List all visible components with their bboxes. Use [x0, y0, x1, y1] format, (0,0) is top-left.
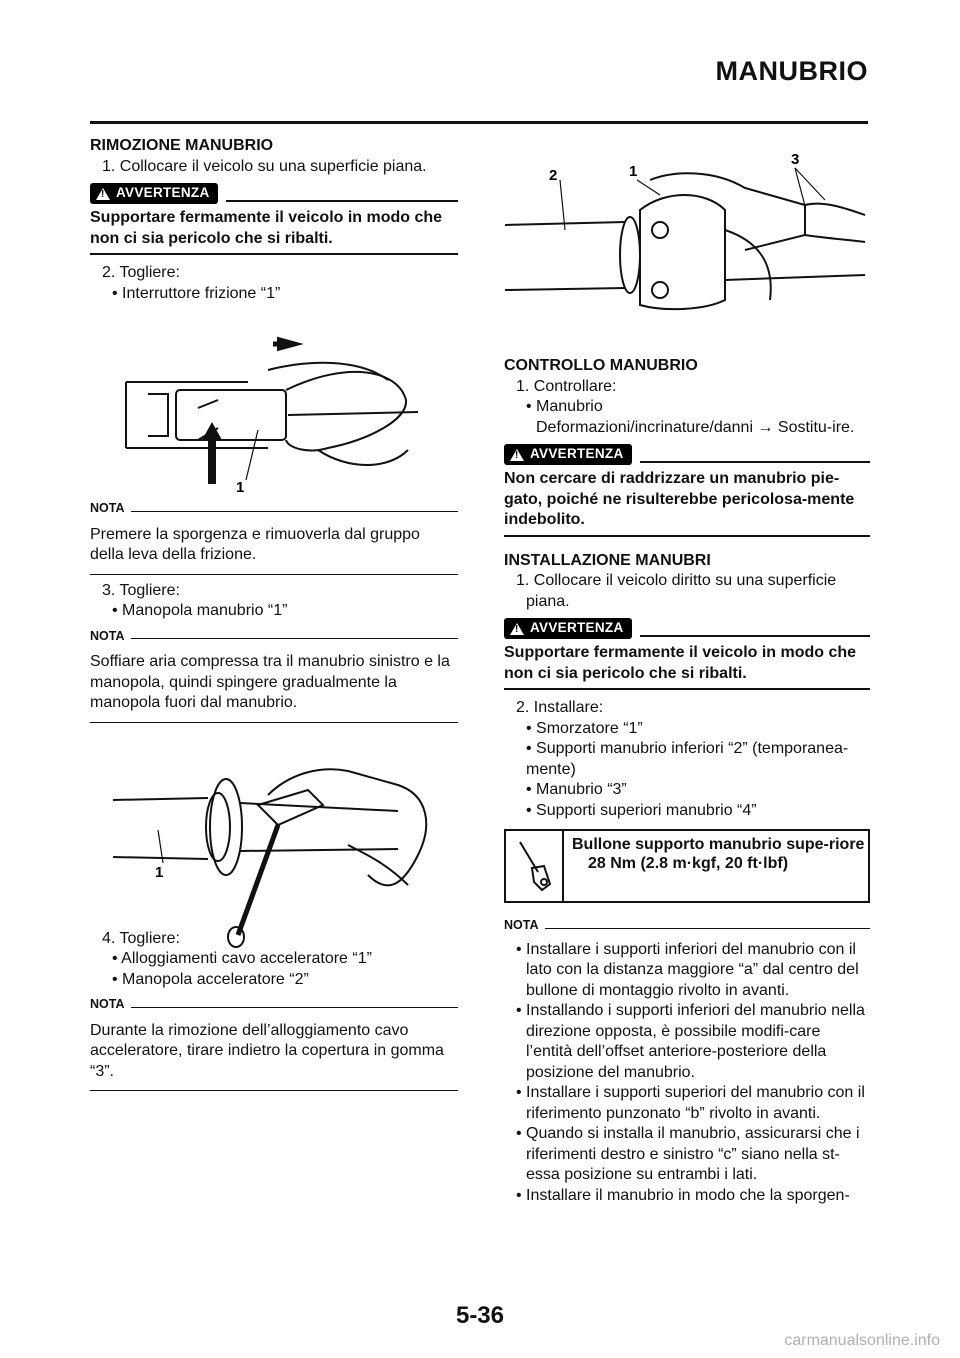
- warning-text: Non cercare di raddrizzare un manubrio pie-gato, poiché ne risulterebbe pericolosa-mente indebolito.: [504, 465, 870, 537]
- figure-label: 1: [236, 479, 245, 496]
- warning-triangle-icon: [96, 188, 110, 200]
- note-text: Durante la rimozione dell’alloggiamento cavo acceleratore, tirare indietro la copertura in gomma “3”.: [90, 1015, 458, 1092]
- left-column: [90, 136, 458, 1097]
- note-box-3: NOTA Durante la rimozione dell’alloggiamento cavo acceleratore, tirare indietro la copertura in gomma “3”.: [90, 994, 458, 1091]
- warning-triangle-icon: [510, 449, 524, 461]
- page-title: MANUBRIO: [715, 56, 868, 86]
- note-bullet-5: • Installare il manubrio in modo che la sporgen-: [516, 1186, 850, 1204]
- step-3: 3. Togliere:: [102, 581, 180, 599]
- note-box-1: NOTA Premere la sporgenza e rimuoverla dal gruppo della leva della frizione.: [90, 498, 458, 575]
- note-bullet-4: • Quando si installa il manubrio, assicurarsi che i riferimenti destro e sinistro “c” siano nella st-essa posizione su entrambi i lati.: [516, 1125, 860, 1183]
- warning-badge: ! AVVERTENZA: [504, 444, 632, 465]
- warning-box-2: [504, 444, 870, 537]
- note-bullet-3: • Installare i supporti superiori del manubrio con il riferimento punzonato “b” rivolto in avanti.: [516, 1084, 865, 1122]
- note-header: NOTA: [504, 915, 870, 936]
- section-heading-install: INSTALLAZIONE MANUBRI: [504, 551, 711, 569]
- figure-label: 3: [791, 151, 800, 168]
- grip-removal-illustration: [108, 745, 448, 950]
- note-bullet-1: • Installare i supporti inferiori del manubrio con il lato con la distanza maggiore “a” dal centro del bullone di montaggio rivolto in avanti.: [516, 940, 859, 999]
- step-2-item: • Interruttore frizione “1”: [112, 284, 281, 302]
- watermark: carmanualsonline.info: [784, 1332, 940, 1349]
- warning-box-1: [90, 183, 458, 255]
- check-item: • Manubrio: [526, 398, 603, 415]
- title-rule: [90, 121, 868, 124]
- warning-badge: ! AVVERTENZA: [504, 618, 632, 639]
- torque-title: Bullone supporto manubrio supe-riore: [572, 836, 865, 853]
- torque-spec-box: [504, 829, 870, 903]
- note-bullet-2: • Installando i supporti inferiori del manubrio nella direzione opposta, è possibile modifi-care l’entità dell’offset anteriore-posteriore della posizione del manubrio.: [516, 1002, 865, 1081]
- install-item-3: • Manubrio “3”: [526, 781, 627, 798]
- step-3-item: • Manopola manubrio “1”: [112, 602, 288, 619]
- torque-wrench-icon: [506, 831, 564, 901]
- warning-triangle-icon: [510, 623, 524, 635]
- install-item-2: • Supporti manubrio inferiori “2” (temporanea-mente): [526, 740, 849, 778]
- step-4: 4. Togliere:: [102, 929, 180, 947]
- note-box-2: NOTA Soffiare aria compressa tra il manubrio sinistro e la manopola, quindi spingere gradualmente la manopola fuori dal manubrio.: [90, 626, 458, 723]
- figure-label: 2: [549, 167, 558, 184]
- install-step-1: 1. Collocare il veicolo diritto su una superficie piana.: [516, 572, 837, 610]
- clutch-switch-illustration: [118, 330, 428, 500]
- step-4-item-1: • Alloggiamenti cavo acceleratore “1”: [112, 950, 372, 967]
- figure-label: 1: [155, 864, 164, 881]
- section-heading-removal: RIMOZIONE MANUBRIO: [90, 137, 274, 154]
- warning-badge: ! AVVERTENZA: [90, 183, 218, 204]
- install-step-2: 2. Installare:: [516, 699, 604, 716]
- check-step-1: 1. Controllare:: [516, 377, 617, 395]
- install-item-1: • Smorzatore “1”: [526, 719, 643, 737]
- note-text: Soffiare aria compressa tra il manubrio sinistro e la manopola, quindi spingere gradualmente la manopola fuori dal manubrio.: [90, 646, 458, 723]
- check-item-detail: Deformazioni/incrinature/danni → Sostitu-ire.: [536, 418, 855, 436]
- right-column: [504, 356, 870, 1206]
- torque-spec-text: [564, 831, 864, 901]
- install-item-4: • Supporti superiori manubrio “4”: [526, 801, 757, 819]
- throttle-housing-illustration: [505, 140, 870, 340]
- torque-value: 28 Nm (2.8 m·kgf, 20 ft·lbf): [588, 855, 789, 872]
- step-4-item-2: • Manopola acceleratore “2”: [112, 970, 309, 988]
- warning-text: Supportare fermamente il veicolo in modo che non ci sia pericolo che si ribalti.: [504, 639, 870, 690]
- note-text: Premere la sporgenza e rimuoverla dal gruppo della leva della frizione.: [90, 519, 458, 575]
- warning-text: Supportare fermamente il veicolo in modo che non ci sia pericolo che si ribalti.: [90, 204, 458, 255]
- section-heading-check: CONTROLLO MANUBRIO: [504, 357, 698, 374]
- step-1: 1. Collocare il veicolo su una superficie piana.: [102, 157, 427, 175]
- warning-box-3: [504, 618, 870, 690]
- figure-label: 1: [629, 163, 638, 180]
- step-2: 2. Togliere:: [102, 264, 180, 281]
- page-number: 5-36: [455, 1302, 505, 1329]
